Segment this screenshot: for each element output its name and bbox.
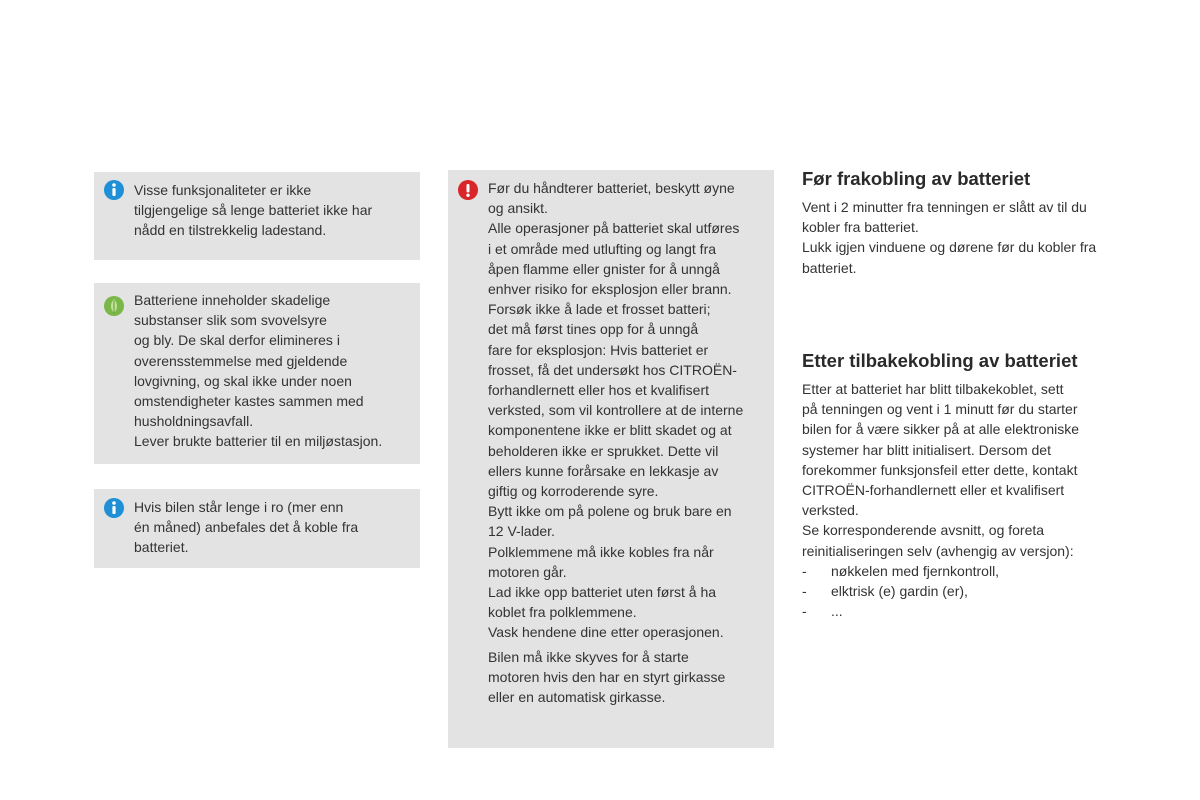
warning-para-push-start: Bilen må ikke skyves for å starte motoren hvis den har en styrt girkasse eller en automatisk girkasse. [488,648,726,706]
section-2-para-reinit: Se korresponderende avsnitt, og foreta reinitialiseringen selv (avhengig av versjon): [802,522,1074,559]
section-heading-after: Etter tilbakekobling av batteriet [802,350,1078,371]
section-1-para-wait: Vent i 2 minutter fra tenningen er slått av til du kobler fra batteriet. [802,199,1087,236]
info-text-functionality: Visse funksjonaliteter er ikke tilgjengelige så lenge batteriet ikke har nådd en tilstrekkelig ladestand. [134,182,373,239]
section-2-para-ignition: Etter at batteriet har blitt tilbakekoblet, sett på tenningen og vent i 1 minutt før du starter bilen for å være sikker på at alle elektroniske systemer har blitt initialisert. Dersom det forekommer funksjonsfeil etter dette, kontakt CITROËN-forhandlernett eller et kvalifisert verksted. [802,381,1080,519]
section-1-para-close: Lukk igjen vinduene og dørene før du kobler fra batteriet. [802,239,1097,276]
warning-para-ventilation: Alle operasjoner på batteriet skal utføres i et område med utlufting og langt fra åpen flamme eller gnister for å unngå enhver risiko for eksplosjon eller brann. [488,220,740,298]
info-icon [104,498,124,518]
info-icon [104,180,124,200]
list-item: - elktrisk (e) gardin (er), [802,583,968,600]
warning-para-polarity: Bytt ikke om på polene og bruk bare en 12 V-lader. [488,503,732,540]
warning-icon [458,180,478,200]
warning-para-wash: Vask hendene dine etter operasjonen. [488,624,724,641]
leaf-icon [104,296,124,316]
info-box-functionality [94,172,420,260]
warning-box-battery-handling [448,170,774,748]
warning-para-frozen: Forsøk ikke å lade et frosset batteri; det må først tines opp for å unngå fare for eksplosjon: Hvis batteriet er frosset, få det undersøkt hos CITROËN- forhandlernett eller hos et kvalifisert verksted, som vil kontrollere at de interne komponentene ikke er blitt skadet og at beholderen ikke er sprukket. Dette vil ellers kunne forårsake en lekkasje av giftig og korroderende syre. [488,301,744,500]
eco-text: Batteriene inneholder skadelige substanser slik som svovelsyre og bly. De skal derfor elimineres i overensstemmelse med gjeldende lovgivning, og skal ikke under noen omstendigheter kastes sammen med husholdningsavfall. Lever brukte batterier til en miljøstasjon. [134,292,383,450]
eco-box-battery-disposal [94,283,420,464]
info-text-long-parking: Hvis bilen står lenge i ro (mer enn én måned) anbefales det å koble fra batteriet. [134,499,359,556]
warning-para-charging: Lad ikke opp batteriet uten først å ha koblet fra polklemmene. [488,584,717,621]
section-heading-before: Før frakobling av batteriet [802,168,1031,189]
warning-para-terminals: Polklemmene må ikke kobles fra når motoren går. [488,543,714,580]
reinit-list [802,561,1142,622]
section-before-disconnect [802,167,1142,278]
warning-para-protect: Før du håndterer batteriet, beskytt øyne og ansikt. [488,180,735,217]
info-box-long-parking [94,489,420,568]
section-after-reconnect [802,349,1142,621]
list-item: - ... [802,603,843,620]
list-item: - nøkkelen med fjernkontroll, [802,562,1000,579]
